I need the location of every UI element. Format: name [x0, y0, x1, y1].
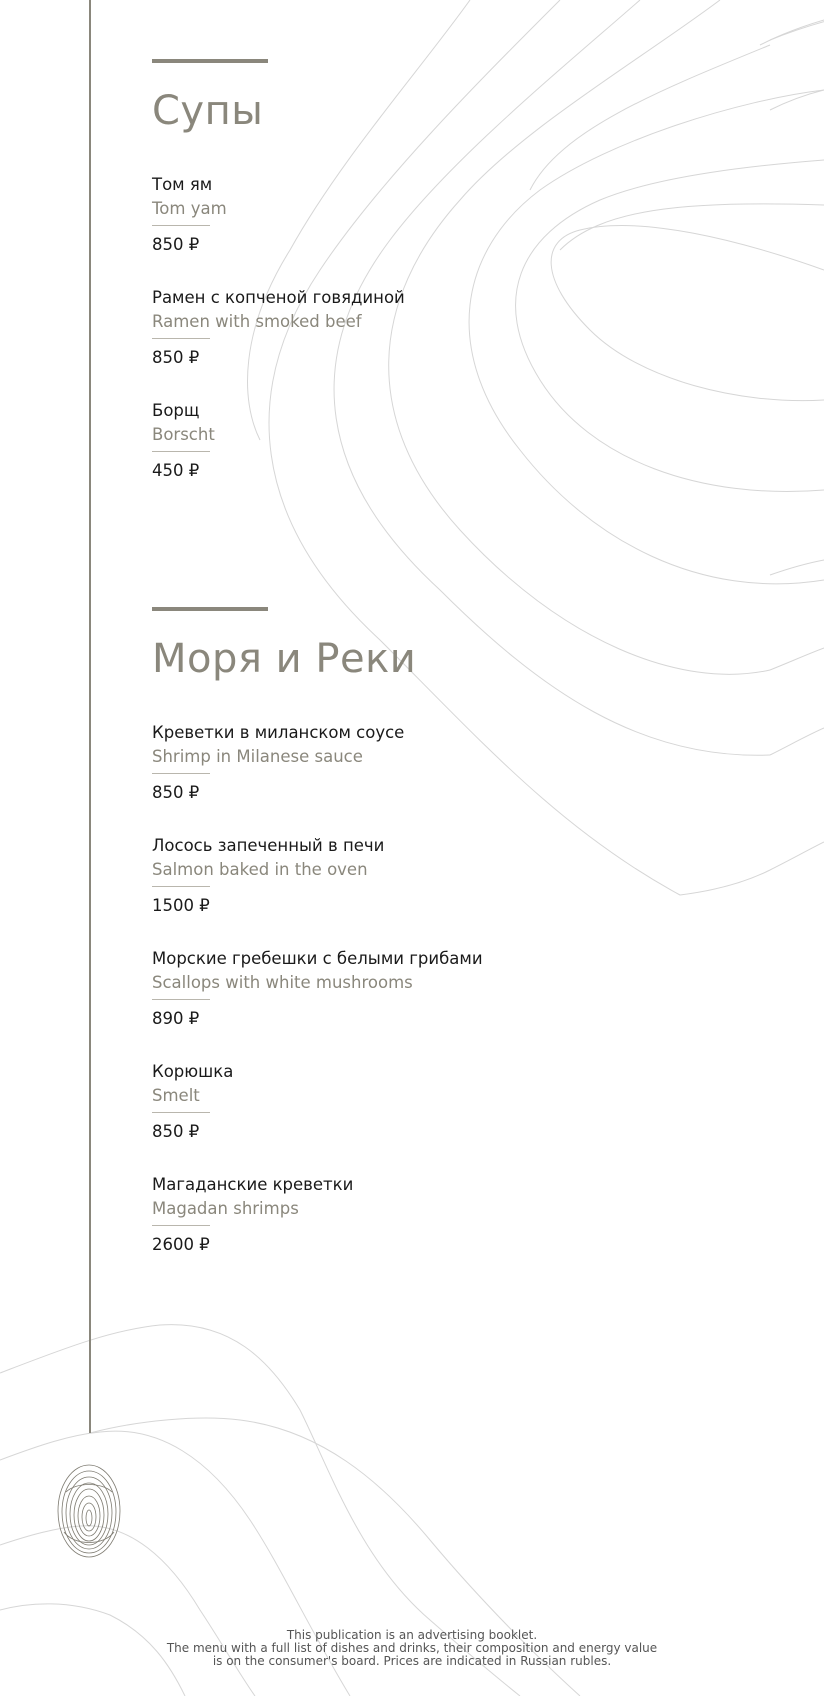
vertical-divider-line: [89, 0, 91, 1433]
item-name-ru: Том ям: [152, 175, 213, 194]
section-soups: [152, 59, 772, 512]
section-accent-bar: [152, 59, 268, 63]
item-price: 450 ₽: [152, 461, 200, 480]
item-name-en: Ramen with smoked beef: [152, 312, 362, 331]
section-title: Супы: [152, 88, 264, 134]
item-price: 1500 ₽: [152, 896, 210, 915]
item-divider: [152, 451, 210, 452]
item-divider: [152, 225, 210, 226]
section-seas-and-rivers: [152, 607, 772, 1286]
item-name-en: Shrimp in Milanese sauce: [152, 747, 363, 766]
menu-item: [152, 947, 772, 1060]
item-name-en: Tom yam: [152, 199, 227, 218]
menu-item: [152, 1060, 772, 1173]
item-divider: [152, 1225, 210, 1226]
item-name-ru: Лосось запеченный в печи: [152, 836, 385, 855]
menu-item: [152, 834, 772, 947]
item-name-ru: Креветки в миланском соусе: [152, 723, 405, 742]
menu-item: [152, 1173, 772, 1286]
item-name-en: Salmon baked in the oven: [152, 860, 368, 879]
item-price: 890 ₽: [152, 1009, 200, 1028]
item-divider: [152, 338, 210, 339]
item-name-en: Magadan shrimps: [152, 1199, 299, 1218]
section-title: Моря и Реки: [152, 636, 417, 682]
item-divider: [152, 999, 210, 1000]
item-price: 850 ₽: [152, 235, 200, 254]
menu-item: [152, 399, 772, 512]
fingerprint-icon: [56, 1462, 122, 1560]
menu-items: [152, 173, 772, 512]
item-price: 850 ₽: [152, 783, 200, 802]
item-divider: [152, 1112, 210, 1113]
footer-disclaimer: [0, 1629, 824, 1668]
item-name-ru: Рамен с копченой говядиной: [152, 288, 405, 307]
item-name-en: Borscht: [152, 425, 215, 444]
item-name-en: Smelt: [152, 1086, 200, 1105]
menu-items: [152, 721, 772, 1286]
item-name-ru: Корюшка: [152, 1062, 234, 1081]
footer-line: This publication is an advertising booklet.: [286, 1628, 538, 1642]
menu-item: [152, 286, 772, 399]
item-price: 850 ₽: [152, 348, 200, 367]
footer-line: The menu with a full list of dishes and drinks, their composition and energy value: [166, 1641, 658, 1655]
menu-item: [152, 721, 772, 834]
item-price: 2600 ₽: [152, 1235, 210, 1254]
footer-line: is on the consumer's board. Prices are indicated in Russian rubles.: [212, 1654, 612, 1668]
item-price: 850 ₽: [152, 1122, 200, 1141]
item-divider: [152, 773, 210, 774]
menu-item: [152, 173, 772, 286]
item-name-en: Scallops with white mushrooms: [152, 973, 413, 992]
section-accent-bar: [152, 607, 268, 611]
item-name-ru: Магаданские креветки: [152, 1175, 354, 1194]
item-name-ru: Борщ: [152, 401, 200, 420]
item-name-ru: Морские гребешки с белыми грибами: [152, 949, 483, 968]
item-divider: [152, 886, 210, 887]
